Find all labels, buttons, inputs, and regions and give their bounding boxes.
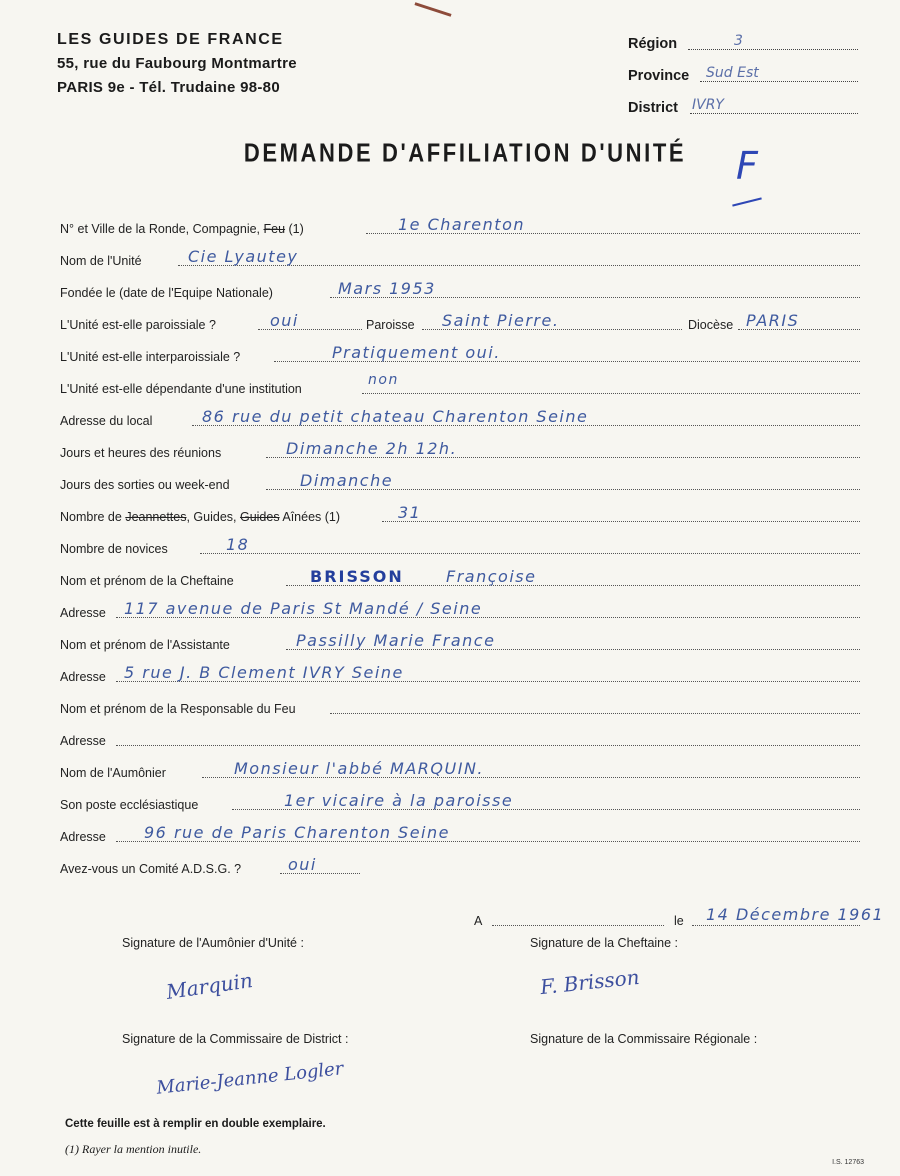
nombre-label-jeannettes: Jeannettes — [125, 510, 187, 524]
field-cheftaine — [60, 560, 860, 590]
poste-value: 1er vicaire à la paroisse — [284, 791, 514, 810]
handwritten-underline — [732, 197, 762, 206]
field-sorties — [60, 464, 860, 494]
field-lieu-date — [60, 900, 885, 930]
nombre-line — [382, 521, 860, 522]
field-institution — [60, 368, 860, 398]
org-name: LES GUIDES DE FRANCE — [57, 31, 284, 48]
field-ville — [60, 208, 860, 238]
field-responsable-adresse — [60, 720, 860, 750]
sig-cheftaine-label: Signature de la Cheftaine : — [530, 936, 679, 950]
interparois-label: L'Unité est-elle interparoissiale ? — [60, 350, 241, 364]
print-reference: I.S. 12763 — [832, 1159, 864, 1166]
fondee-value: Mars 1953 — [338, 279, 436, 298]
novices-value: 18 — [226, 535, 250, 554]
comite-value: oui — [288, 855, 317, 874]
sig-commissaire: Marie-Jeanne Logler — [155, 1058, 345, 1099]
cheftaine-firstname: Françoise — [446, 567, 537, 586]
novices-line — [200, 553, 860, 554]
footer-note-copies: Cette feuille est à remplir en double exemplaire. — [65, 1118, 326, 1130]
field-responsable — [60, 688, 860, 718]
province-label: Province — [628, 68, 690, 84]
province-line — [700, 81, 858, 82]
sorties-value: Dimanche — [300, 471, 394, 490]
province-value: Sud Est — [706, 65, 759, 81]
field-nom-unite — [60, 240, 860, 270]
assistante-label: Nom et prénom de l'Assistante — [60, 638, 230, 652]
aumonier-label: Nom de l'Aumônier — [60, 766, 166, 780]
district-line — [690, 113, 858, 114]
field-nombre — [60, 496, 860, 526]
field-novices — [60, 528, 860, 558]
region-value: 3 — [734, 33, 743, 49]
region-row — [628, 24, 858, 56]
aumonier-adresse-label: Adresse — [60, 830, 106, 844]
nom-unite-value: Cie Lyautey — [188, 247, 299, 266]
cheftaine-label: Nom et prénom de la Cheftaine — [60, 574, 234, 588]
assistante-adresse-value: 5 rue J. B Clement IVRY Seine — [124, 663, 404, 682]
novices-label: Nombre de novices — [60, 542, 168, 556]
region-block — [628, 24, 858, 120]
nombre-value: 31 — [398, 503, 422, 522]
local-value: 86 rue du petit chateau Charenton Seine — [202, 407, 589, 426]
field-assistante-adresse — [60, 656, 860, 686]
responsable-adresse-line — [116, 745, 860, 746]
lieu-label: A — [474, 914, 483, 928]
sig-regionale-label: Signature de la Commissaire Régionale : — [530, 1032, 758, 1046]
aumonier-adresse-value: 96 rue de Paris Charenton Seine — [144, 823, 450, 842]
paroisse-label: Paroisse — [366, 318, 415, 332]
responsable-label: Nom et prénom de la Responsable du Feu — [60, 702, 296, 716]
depend-line — [362, 393, 860, 394]
lieu-line — [492, 925, 664, 926]
aumonier-value: Monsieur l'abbé MARQUIN. — [234, 759, 484, 778]
nom-unite-label: Nom de l'Unité — [60, 254, 142, 268]
footer-note-rayer: (1) Rayer la mention inutile. — [65, 1142, 202, 1156]
organization-header — [57, 28, 297, 100]
interparois-value: Pratiquement oui. — [332, 343, 501, 362]
date-value: 14 Décembre 1961 — [706, 905, 885, 924]
date-label: le — [674, 914, 684, 928]
sig-aumonier: Marquin — [164, 968, 255, 1004]
district-row — [628, 88, 858, 120]
sig-aumonier-label: Signature de l'Aumônier d'Unité : — [122, 936, 304, 950]
nombre-label-a: Nombre de — [60, 510, 126, 524]
nombre-label — [60, 510, 340, 524]
field-aumonier-adresse — [60, 816, 860, 846]
date-line — [692, 925, 860, 926]
diocese-label: Diocèse — [688, 318, 734, 332]
field-aumonier — [60, 752, 860, 782]
diocese-value: PARIS — [746, 311, 800, 330]
field-comite — [60, 848, 860, 878]
district-label: District — [628, 100, 678, 116]
jours-value: Dimanche 2h 12h. — [286, 439, 458, 458]
depend-label: L'Unité est-elle dépendante d'une institution — [60, 382, 302, 396]
nombre-label-c: Aînées (1) — [279, 510, 341, 524]
ville-value: 1e Charenton — [398, 215, 525, 234]
assistante-value: Passilly Marie France — [296, 631, 496, 650]
assistante-adresse-label: Adresse — [60, 670, 106, 684]
org-city-phone: PARIS 9e - Tél. Trudaine 98-80 — [57, 79, 280, 96]
cheftaine-adresse-value: 117 avenue de Paris St Mandé / Seine — [124, 599, 483, 618]
responsable-adresse-label: Adresse — [60, 734, 106, 748]
region-label: Région — [628, 36, 678, 52]
field-fondee — [60, 272, 860, 302]
nombre-label-guides: Guides — [239, 510, 280, 524]
responsable-line — [330, 713, 860, 714]
parois-value: oui — [270, 311, 299, 330]
cheftaine-lastname: BRISSON — [310, 567, 404, 586]
field-interparoissiale — [60, 336, 860, 366]
parois-label: L'Unité est-elle paroissiale ? — [60, 318, 216, 332]
org-address: 55, rue du Faubourg Montmartre — [57, 55, 297, 72]
field-paroissiale — [60, 304, 860, 334]
sig-commissaire-label: Signature de la Commissaire de District : — [122, 1032, 349, 1046]
nombre-label-b: , Guides, — [186, 510, 240, 524]
fondee-label: Fondée le (date de l'Equipe Nationale) — [60, 286, 273, 300]
form-title: DEMANDE D'AFFILIATION D'UNITÉ — [243, 137, 687, 168]
depend-value: non — [368, 372, 399, 388]
comite-label: Avez-vous un Comité A.D.S.G. ? — [60, 862, 242, 876]
district-value: IVRY — [692, 97, 724, 113]
pen-mark — [414, 2, 451, 17]
cheftaine-adresse-label: Adresse — [60, 606, 106, 620]
poste-label: Son poste ecclésiastique — [60, 798, 199, 812]
handwritten-f-mark: F — [736, 144, 758, 188]
local-label: Adresse du local — [60, 414, 153, 428]
paroisse-value: Saint Pierre. — [442, 311, 560, 330]
ville-label: N° et Ville de la Ronde, Compagnie, Feu (1) — [60, 222, 304, 236]
field-reunions — [60, 432, 860, 462]
sorties-label: Jours des sorties ou week-end — [60, 478, 230, 492]
jours-label: Jours et heures des réunions — [60, 446, 222, 460]
province-row — [628, 56, 858, 88]
sig-cheftaine: F. Brisson — [539, 964, 641, 1000]
field-poste — [60, 784, 860, 814]
field-cheftaine-adresse — [60, 592, 860, 622]
region-line — [688, 49, 858, 50]
field-assistante — [60, 624, 860, 654]
field-local — [60, 400, 860, 430]
